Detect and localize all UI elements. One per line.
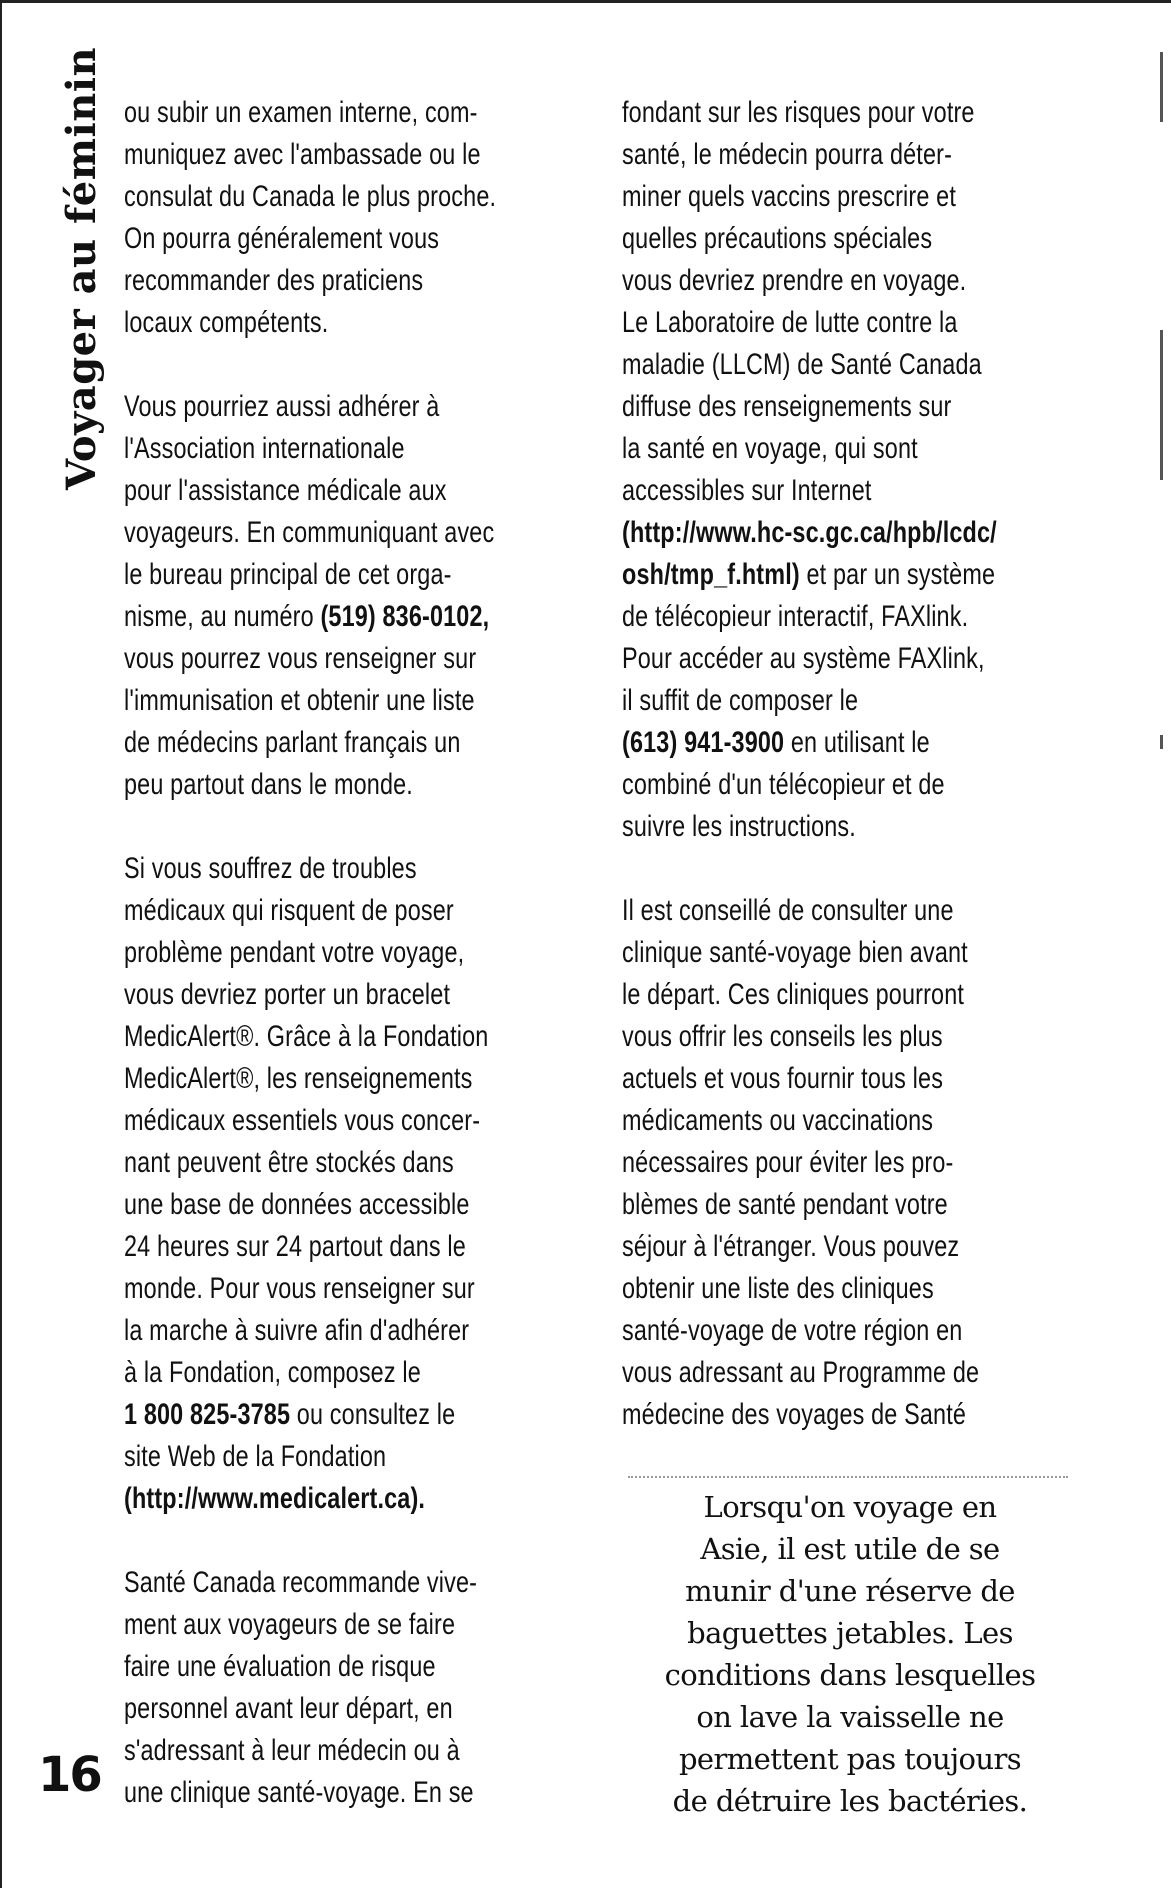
text-segment: et par un système: [799, 558, 996, 591]
scan-mark: [1160, 52, 1163, 122]
text-line: vous devriez porter un bracelet: [124, 978, 451, 1011]
text-line: séjour à l'étranger. Vous pouvez: [622, 1230, 960, 1263]
text-line: [124, 596, 561, 638]
text-line: diffuse des renseignements sur: [622, 390, 952, 423]
text-line: [622, 722, 1059, 764]
text-line: ou subir un examen interne, com-: [124, 96, 478, 129]
text-line: miner quels vaccins prescrire et: [622, 180, 957, 213]
phone-number: (519) 836-0102,: [320, 600, 490, 633]
text-line: blèmes de santé pendant votre: [622, 1188, 948, 1221]
text-line: personnel avant leur départ, en: [124, 1692, 453, 1725]
text-line: accessibles sur Internet: [622, 474, 872, 507]
quote-line: de détruire les bactéries.: [672, 1784, 1028, 1818]
text-line: fondant sur les risques pour votre: [622, 96, 975, 129]
text-line: vous offrir les conseils les plus: [622, 1020, 943, 1053]
text-line: le bureau principal de cet orga-: [124, 558, 452, 591]
text-line: suivre les instructions.: [622, 810, 856, 843]
text-line: médecine des voyages de Santé: [622, 1398, 967, 1431]
left-column: [124, 92, 561, 1856]
phone-number: 1 800 825-3785: [124, 1398, 291, 1431]
right-column: [622, 92, 1059, 1478]
text-line: santé, le médecin pourra déter-: [622, 138, 953, 171]
quote-line: on lave la vaisselle ne: [696, 1700, 1004, 1734]
text-line: Vous pourriez aussi adhérer à: [124, 390, 440, 423]
scan-mark: [1160, 735, 1163, 749]
text-line: Si vous souffrez de troubles: [124, 852, 417, 885]
text-line: l'Association internationale: [124, 432, 405, 465]
text-line: une base de données accessible: [124, 1188, 470, 1221]
quote-line: baguettes jetables. Les: [687, 1616, 1013, 1650]
left-paragraph-3: [124, 848, 561, 1520]
text-line: [622, 554, 1059, 596]
text-line: Le Laboratoire de lutte contre la: [622, 306, 958, 339]
text-line: MedicAlert®. Grâce à la Fondation: [124, 1020, 489, 1053]
text-line: l'immunisation et obtenir une liste: [124, 684, 475, 717]
text-line: voyageurs. En communiquant avec: [124, 516, 495, 549]
text-line: médicaux qui risquent de poser: [124, 894, 454, 927]
text-line: MedicAlert®, les renseignements: [124, 1062, 473, 1095]
text-line: locaux compétents.: [124, 306, 329, 339]
right-paragraph-1: [622, 92, 1059, 848]
text-line: pour l'assistance médicale aux: [124, 474, 447, 507]
text-line: la marche à suivre afin d'adhérer: [124, 1314, 470, 1347]
text-line: une clinique santé-voyage. En se: [124, 1776, 474, 1809]
text-line: muniquez avec l'ambassade ou le: [124, 138, 481, 171]
sidebar-divider: [628, 1476, 1068, 1478]
text-line: monde. Pour vous renseigner sur: [124, 1272, 475, 1305]
page-number: 16: [38, 1747, 101, 1803]
scan-mark: [1160, 330, 1163, 480]
text-line: médicaux essentiels vous concer-: [124, 1104, 481, 1137]
text-line: [124, 1394, 561, 1436]
text-line: Il est conseillé de consulter une: [622, 894, 954, 927]
text-line: actuels et vous fournir tous les: [622, 1062, 944, 1095]
text-line: ment aux voyageurs de se faire: [124, 1608, 456, 1641]
quote-line: conditions dans lesquelles: [664, 1658, 1036, 1692]
text-line: peu partout dans le monde.: [124, 768, 413, 801]
text-segment: ou consultez le: [290, 1398, 456, 1431]
text-segment: nisme, au numéro: [124, 600, 321, 633]
text-line: il suffit de composer le: [622, 684, 859, 717]
text-line: quelles précautions spéciales: [622, 222, 933, 255]
web-address: (http://www.medicalert.ca).: [124, 1482, 426, 1515]
text-line: maladie (LLCM) de Santé Canada: [622, 348, 982, 381]
text-line: clinique santé-voyage bien avant: [622, 936, 968, 969]
text-line: combiné d'un télécopieur et de: [622, 768, 945, 801]
text-line: vous devriez prendre en voyage.: [622, 264, 967, 297]
text-line: médicaments ou vaccinations: [622, 1104, 934, 1137]
web-address: osh/tmp_f.html): [622, 558, 800, 591]
text-line: faire une évaluation de risque: [124, 1650, 436, 1683]
text-line: nant peuvent être stockés dans: [124, 1146, 454, 1179]
text-line: obtenir une liste des cliniques: [622, 1272, 934, 1305]
text-line: à la Fondation, composez le: [124, 1356, 421, 1389]
quote-line: permettent pas toujours: [678, 1742, 1022, 1776]
text-line: de médecins parlant français un: [124, 726, 461, 759]
left-paragraph-1: [124, 92, 561, 344]
text-line: nécessaires pour éviter les pro-: [622, 1146, 954, 1179]
text-line: Santé Canada recommande vive-: [124, 1566, 478, 1599]
text-line: vous pourrez vous renseigner sur: [124, 642, 477, 675]
text-line: recommander des praticiens: [124, 264, 424, 297]
text-line: consulat du Canada le plus proche.: [124, 180, 497, 213]
text-line: santé-voyage de votre région en: [622, 1314, 963, 1347]
web-address: (http://www.hc-sc.gc.ca/hpb/lcdc/: [622, 516, 997, 549]
section-title: Voyager au féminin: [58, 46, 105, 490]
phone-number: (613) 941-3900: [622, 726, 785, 759]
text-line: de télécopieur interactif, FAXlink.: [622, 600, 969, 633]
text-line: le départ. Ces cliniques pourront: [622, 978, 965, 1011]
quote-line: munir d'une réserve de: [685, 1574, 1015, 1608]
text-line: s'adressant à leur médecin ou à: [124, 1734, 460, 1767]
text-line: Pour accéder au système FAXlink,: [622, 642, 985, 675]
quote-line: Lorsqu'on voyage en: [703, 1490, 997, 1524]
text-line: On pourra généralement vous: [124, 222, 440, 255]
right-paragraph-2: [622, 890, 1059, 1436]
text-line: la santé en voyage, qui sont: [622, 432, 918, 465]
text-line: 24 heures sur 24 partout dans le: [124, 1230, 466, 1263]
text-line: vous adressant au Programme de: [622, 1356, 980, 1389]
left-paragraph-4: [124, 1562, 561, 1814]
text-line: problème pendant votre voyage,: [124, 936, 465, 969]
text-line: site Web de la Fondation: [124, 1440, 387, 1473]
text-segment: en utilisant le: [784, 726, 930, 759]
quote-line: Asie, il est utile de se: [700, 1532, 1000, 1566]
sidebar-quote: [620, 1486, 1080, 1822]
left-paragraph-2: [124, 386, 561, 806]
